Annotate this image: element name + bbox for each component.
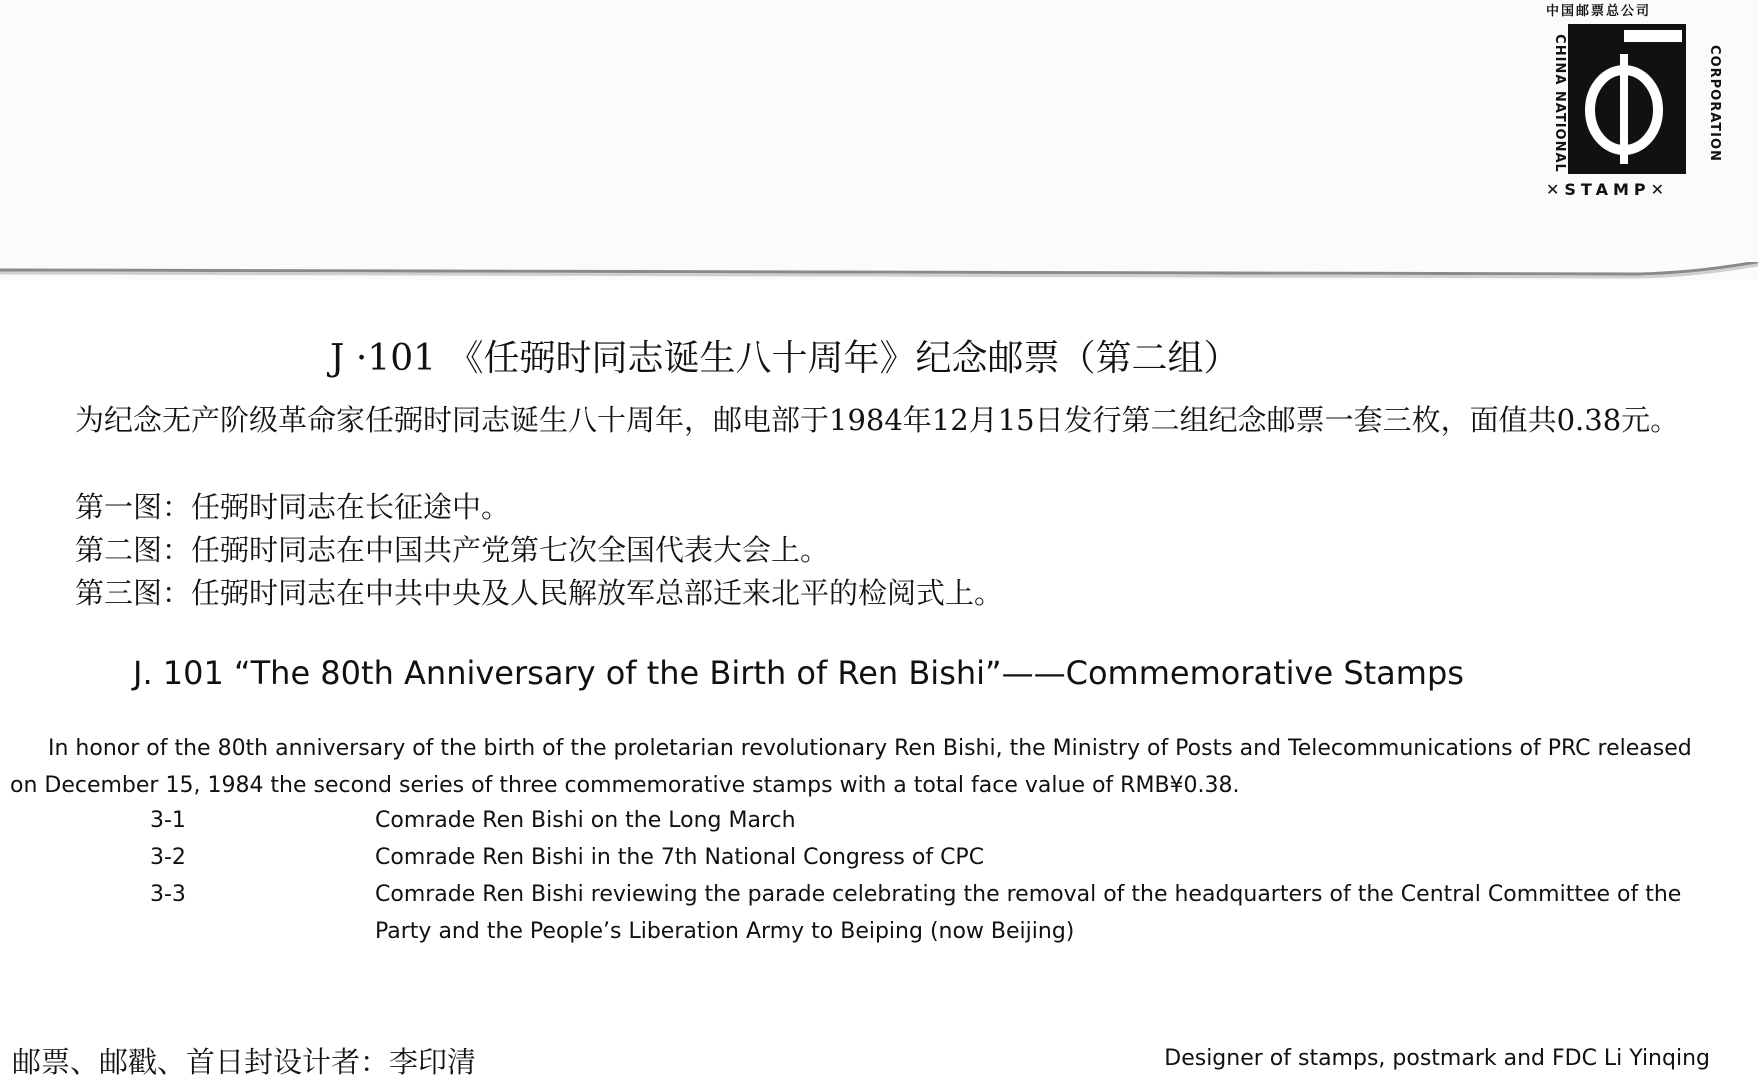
stamp-number: 3-1	[150, 808, 186, 833]
chinese-stamp-item: 第二图：任弼时同志在中国共产党第七次全国代表大会上。	[75, 533, 830, 567]
logo-emblem-icon	[1568, 24, 1686, 174]
designer-credit-english: Designer of stamps, postmark and FDC Li Yinqing	[1164, 1046, 1710, 1071]
stamp-number: 3-3	[150, 882, 186, 907]
china-stamp-corporation-logo	[1538, 0, 1722, 210]
english-stamp-item	[150, 802, 1710, 839]
chinese-paragraph: 为纪念无产阶级革命家任弼时同志诞生八十周年，邮电部于1984年12月15日发行第二组纪念邮票一套三枚，面值共0.38元。	[75, 403, 1680, 437]
flap-edge-shadow	[0, 262, 1758, 284]
logo-chinese-text: 中国邮票总公司	[1546, 4, 1652, 19]
chinese-title: J ·101 《任弼时同志诞生八十周年》纪念邮票（第二组）	[330, 338, 1240, 379]
english-title: J. 101 “The 80th Anniversary of the Birth of Ren Bishi”——Commemorative Stamps	[133, 654, 1464, 692]
logo-bottom-text: ✕STAMP✕	[1546, 180, 1670, 199]
envelope-flap	[0, 0, 1758, 280]
stamp-number: 3-2	[150, 845, 186, 870]
stamp-description: Comrade Ren Bishi on the Long March	[375, 808, 796, 833]
designer-credit-chinese: 邮票、邮戳、首日封设计者：李印清	[12, 1045, 477, 1079]
stamp-description: Comrade Ren Bishi reviewing the parade celebrating the removal of the headquarters of the Central Committee of the Party and the People’s Liberation Army to Beiping (now Beijing)	[375, 882, 1682, 944]
stamp-description: Comrade Ren Bishi in the 7th National Congress of CPC	[375, 845, 985, 870]
chinese-stamp-item: 第三图：任弼时同志在中共中央及人民解放军总部迁来北平的检阅式上。	[75, 576, 1004, 610]
chinese-stamp-list	[75, 486, 1003, 615]
logo-right-text: CORPORATION	[1706, 45, 1722, 162]
chinese-stamp-item: 第一图：任弼时同志在长征途中。	[75, 490, 511, 524]
english-stamp-item	[150, 839, 1710, 876]
english-stamp-item	[150, 876, 1710, 950]
english-paragraph: In honor of the 80th anniversary of the birth of the proletarian revolutionary Ren Bishi, the Ministry of Posts and Telecommunications of PRC released on December 15, 1984 the second series of three commemorative stamps with a total face value of RMB¥0.38.	[10, 736, 1692, 798]
english-stamp-list	[150, 802, 1710, 950]
logo-left-text: CHINA NATIONAL	[1551, 34, 1567, 173]
